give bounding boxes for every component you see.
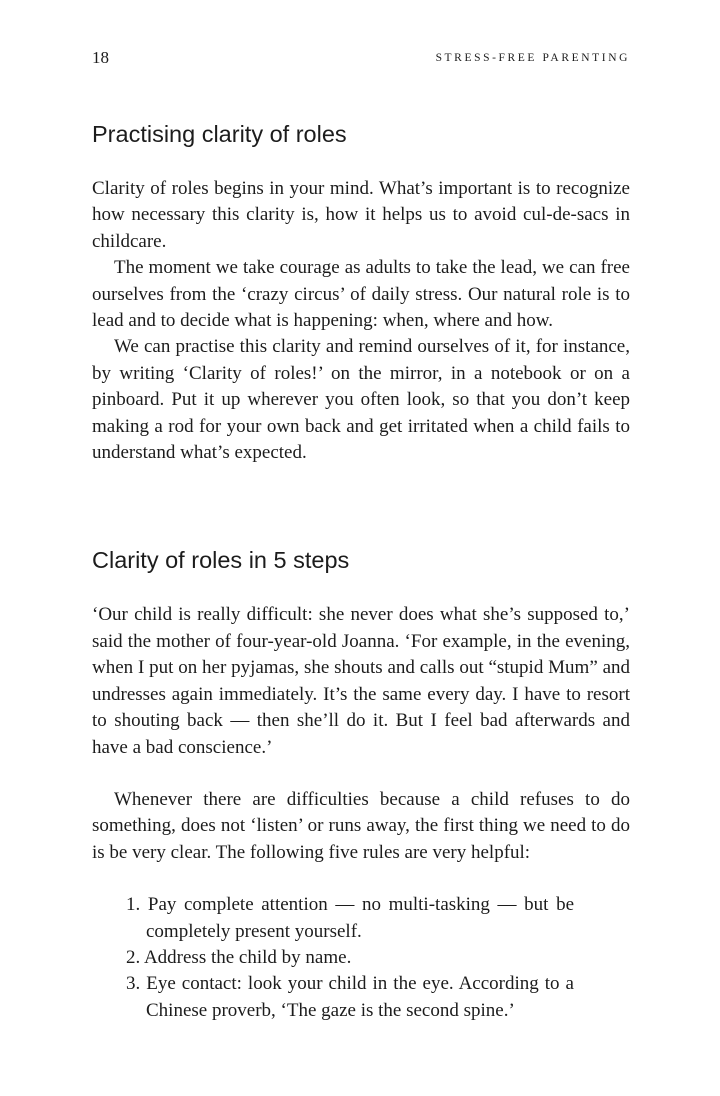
rules-list xyxy=(92,892,574,1024)
book-title: STRESS-FREE PARENTING xyxy=(435,52,630,64)
intro-paragraph: Whenever there are difficulties because a child refuses to do something, does not ‘listen’ or runs away, the first thing we need to do is be very clear. The following five rules are very helpful: xyxy=(92,788,630,863)
paragraph: We can practise this clarity and remind ourselves of it, for instance, by writing ‘Clarity of roles!’ on the mirror, in a notebook or on a pinboard. Put it up wherever you often look, so that you don’t keep making a rod for your own back and get irritated when a child fails to understand what’s expected. xyxy=(92,336,630,464)
anecdote-paragraph: ‘Our child is really difficult: she never does what she’s supposed to,’ said the mother of four-year-old Joanna. ‘For example, in the evening, when I put on her pyjamas, she shouts and calls out “stupid Mum” and undresses again immediately. It’s the same every day. I have to resort to shouting back — then she’ll do it. But I feel bad afterwards and have a bad conscience.’ xyxy=(92,604,630,758)
running-head xyxy=(92,46,630,70)
paragraph-gap xyxy=(92,761,630,787)
section-five-steps xyxy=(92,544,630,1024)
rule-item: 3. Eye contact: look your child in the eye. According to a Chinese proverb, ‘The gaze is the second spine.’ xyxy=(126,973,574,1021)
paragraph: Clarity of roles begins in your mind. What’s important is to recognize how necessary this clarity is, how it helps us to avoid cul-de-sacs in childcare. xyxy=(92,178,630,252)
rule-item: 2. Address the child by name. xyxy=(126,946,352,968)
section-heading: Practising clarity of roles xyxy=(92,121,347,147)
section-practising-clarity xyxy=(92,118,630,466)
section-heading: Clarity of roles in 5 steps xyxy=(92,547,350,574)
page-content xyxy=(92,118,630,1024)
page-number: 18 xyxy=(92,48,109,67)
rule-item: 1. Pay complete attention — no multi-tasking — but be completely present yourself. xyxy=(126,894,574,942)
paragraph: The moment we take courage as adults to take the lead, we can free ourselves from the ‘crazy circus’ of daily stress. Our natural role is to lead and to decide what is happening: when, where and how. xyxy=(92,257,630,332)
